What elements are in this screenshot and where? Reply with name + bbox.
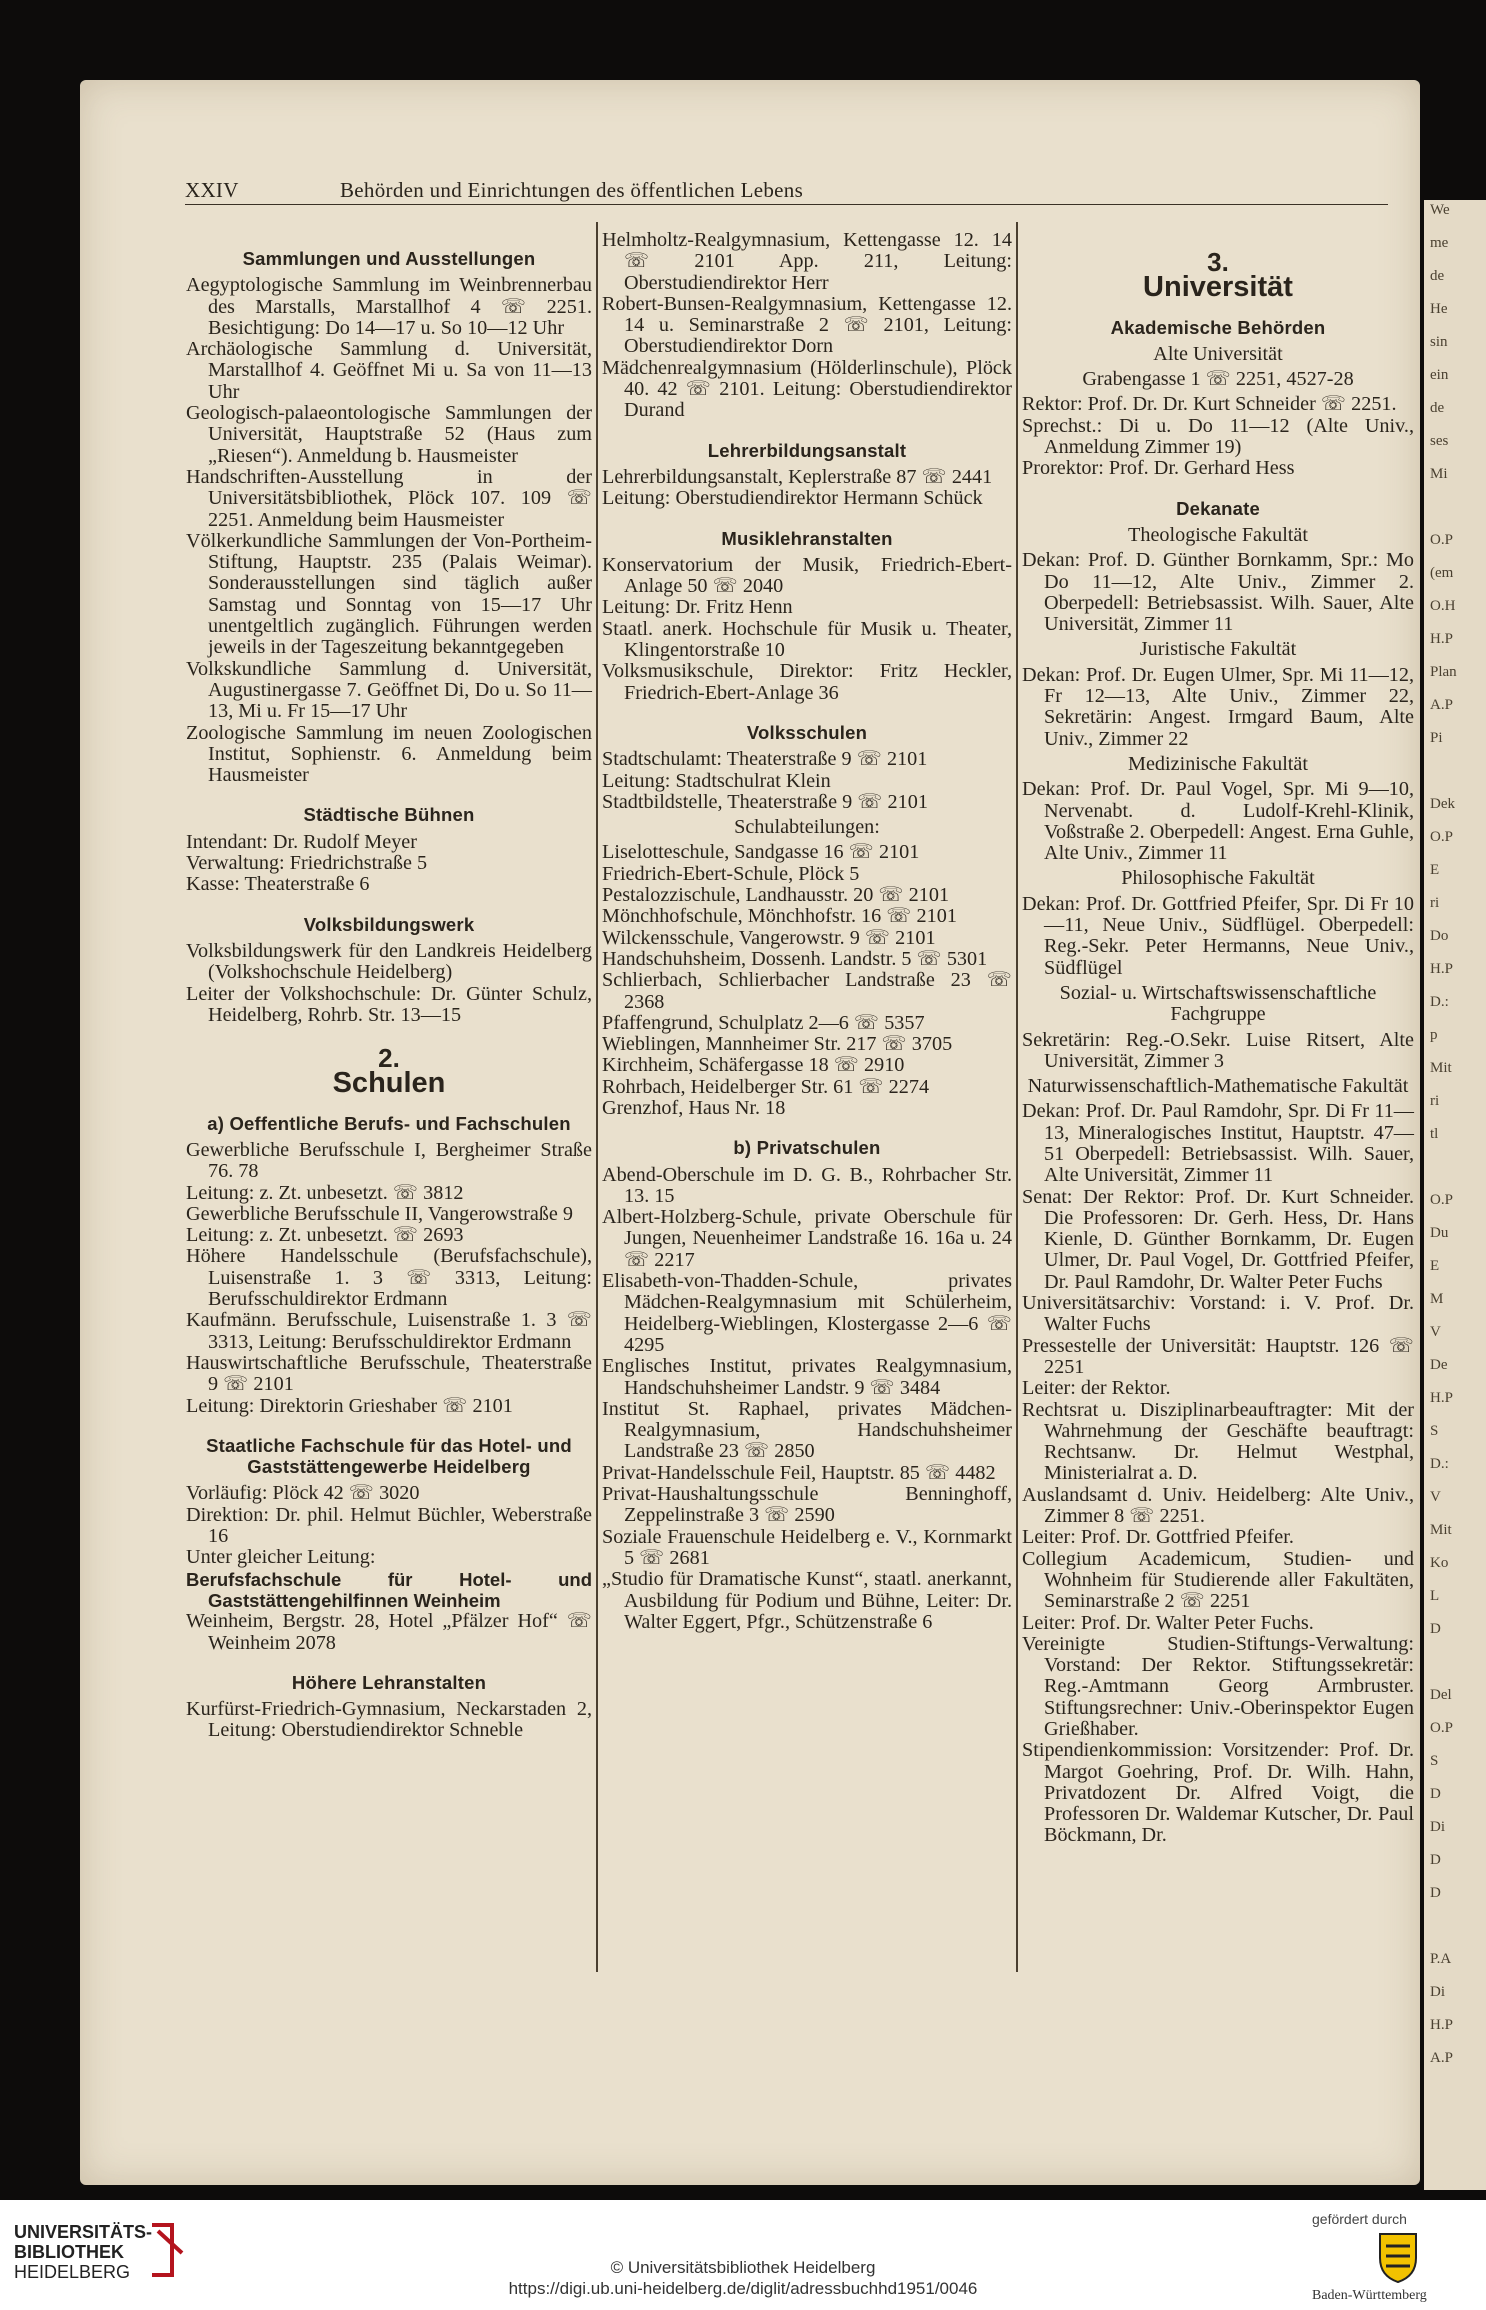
directory-entry: Albert-Holzberg-Schule, private Oberschule für Jungen, Neuenheimer Landstraße 16. 16a u. 24 ☏ 2217 <box>602 1206 1012 1271</box>
directory-entry: Kasse: Theaterstraße 6 <box>186 873 370 896</box>
adjacent-page-fragment: Del <box>1430 1687 1452 1703</box>
directory-entry: Gewerbliche Berufsschule II, Vangerowstraße 9 <box>186 1202 573 1225</box>
adjacent-page-fragment: D <box>1430 1852 1441 1868</box>
directory-entry: Robert-Bunsen-Realgymnasium, Kettengasse 12. 14 u. Seminarstraße 2 ☏ 2101, Leitung: Oberstudiendirektor Dorn <box>602 292 1012 358</box>
adjacent-page-fragment: Plan <box>1430 664 1457 680</box>
directory-entry: Leitung: z. Zt. unbesetzt. ☏ 2693 <box>186 1224 464 1247</box>
adjacent-page-fragment: O.H <box>1430 598 1456 614</box>
directory-entry: Höhere Handelsschule (Berufsfachschule), Luisenstraße 1. 3 ☏ 3313, Leitung: Berufsschuldirektor Erdmann <box>186 1245 592 1311</box>
directory-entry: Rektor: Prof. Dr. Dr. Kurt Schneider ☏ 2251. <box>1022 393 1397 416</box>
adjacent-page-fragment: p <box>1430 1027 1438 1043</box>
section-heading: a) Oeffentliche Berufs- und Fachschulen <box>207 1112 571 1134</box>
directory-entry: Stipendienkommission: Vorsitzender: Prof. Dr. Margot Goehring, Prof. Dr. Wilh. Hahn, Privatdozent Dr. Alfred Voigt, die Professoren Dr. Waldemar Kutscher, Dr. Paul Böckmann, Dr. <box>1022 1739 1414 1847</box>
directory-entry: Grenzhof, Haus Nr. 18 <box>602 1096 786 1119</box>
directory-entry: Institut St. Raphael, privates Mädchen-Realgymnasium, Handschuhsheimer Landstraße 23 ☏ 2850 <box>602 1397 1012 1463</box>
adjacent-page-fragment <box>1424 2081 1486 2114</box>
adjacent-page-fragment: (em <box>1430 565 1454 581</box>
section-heading: Volksbildungswerk <box>303 913 475 935</box>
directory-entry: Leitung: Direktorin Grieshaber ☏ 2101 <box>186 1394 513 1417</box>
directory-entry: Schlierbach, Schlierbacher Landstraße 23 ☏ 2368 <box>602 969 1012 1013</box>
directory-entry: Geologisch-palaeontologische Sammlungen der Universität, Hauptstraße 52 (Haus zum „Riesen“). Anmeldung b. Hausmeister <box>186 402 592 467</box>
directory-entry: Kirchheim, Schäfergasse 18 ☏ 2910 <box>602 1054 905 1077</box>
directory-entry: Staatl. anerk. Hochschule für Musik u. Theater, Klingentorstraße 10 <box>602 617 1012 662</box>
page-number: XXIV <box>185 178 239 202</box>
directory-entry: Hauswirtschaftliche Berufsschule, Theaterstraße 9 ☏ 2101 <box>186 1351 592 1396</box>
directory-entry: Englisches Institut, privates Realgymnasium, Handschuhsheimer Landstr. 9 ☏ 3484 <box>602 1355 1012 1399</box>
adjacent-page-fragment: Pi <box>1430 730 1443 746</box>
directory-entry: Abend-Oberschule im D. G. B., Rohrbacher Str. 13. 15 <box>602 1163 1012 1207</box>
subheading: Schulabteilungen: <box>734 816 880 839</box>
bold-entry: Berufsfachschule für Hotel- und Gaststättengehilfinnen Weinheim <box>186 1568 592 1611</box>
adjacent-page-fragment: E <box>1430 862 1440 878</box>
directory-entry: Leiter der Volkshochschule: Dr. Günter Schulz, Heidelberg, Rohrb. Str. 13—15 <box>186 982 592 1026</box>
adjacent-page-fragment: D <box>1430 1786 1441 1802</box>
section-heading: Städtische Bühnen <box>303 804 475 826</box>
adjacent-page-fragment: Mit <box>1430 1060 1452 1076</box>
adjacent-page-fragment <box>1424 1157 1486 1190</box>
directory-entry: Gewerbliche Berufsschule I, Bergheimer Straße 76. 78 <box>186 1138 592 1183</box>
adjacent-page-fragment: Do <box>1430 928 1449 944</box>
directory-entry: Leiter: der Rektor. <box>1022 1377 1171 1400</box>
library-name: UNIVERSITÄTS- BIBLIOTHEK HEIDELBERG <box>14 2222 153 2282</box>
directory-entry: Volkskundliche Sammlung d. Universität, Augustinergasse 7. Geöffnet Di, Do u. So 11—13, Mi u. Fr 15—17 Uhr <box>186 657 592 723</box>
directory-entry: „Studio für Dramatische Kunst“, staatl. anerkannt, Ausbildung für Podium und Bühne, Leiter: Dr. Walter Eggert, Pfgr., Schützenstraße 6 <box>602 1568 1012 1633</box>
directory-entry: Völkerkundliche Sammlungen der Von-Portheim-Stiftung, Hauptstr. 235 (Palais Weimar). Sonderausstellungen sind täglich außer Samstag und Sonntag von 15—17 Uhr unentgeltlich zugänglich. Führungen werden jeweils in der Tageszeitung bekanntgegeben <box>186 529 592 659</box>
running-header <box>185 178 1388 205</box>
directory-entry: Leitung: Dr. Fritz Henn <box>602 596 793 619</box>
directory-entry: Intendant: Dr. Rudolf Meyer <box>186 830 417 853</box>
directory-entry: Vereinigte Studien-Stiftungs-Verwaltung: Vorstand: Der Rektor. Stiftungssekretär: Reg.-Amtmann Georg Armbruster. Stiftungsrechner: Univ.-Oberinspektor Eugen Grießhaber. <box>1022 1632 1414 1740</box>
adjacent-page-fragment: A.P <box>1430 697 1453 713</box>
directory-entry: Stadtbildstelle, Theaterstraße 9 ☏ 2101 <box>602 790 928 813</box>
section-heading: b) Privatschulen <box>733 1137 881 1159</box>
adjacent-page-fragment: M <box>1430 1291 1444 1307</box>
subheading: Sozial- u. Wirtschaftswissenschaftliche Fachgruppe <box>1059 981 1377 1026</box>
adjacent-page-fragment: V <box>1430 1324 1441 1340</box>
adjacent-page-fragment: Mi <box>1430 466 1448 482</box>
directory-entry: Handschuhsheim, Dossenh. Landstr. 5 ☏ 5301 <box>602 947 988 970</box>
adjacent-page-fragment: We <box>1430 202 1450 218</box>
directory-entry: Pfaffengrund, Schulplatz 2—6 ☏ 5357 <box>602 1011 925 1034</box>
adjacent-page-fragment: Du <box>1430 1225 1449 1241</box>
adjacent-page-fragment: H.P <box>1430 631 1453 647</box>
directory-entry: Privat-Handelsschule Feil, Hauptstr. 85 ☏ 4482 <box>602 1461 996 1484</box>
adjacent-page-fragment: de <box>1430 268 1445 284</box>
directory-entry: Universitätsarchiv: Vorstand: i. V. Prof. Dr. Walter Fuchs <box>1022 1292 1414 1336</box>
subheading: Grabengasse 1 ☏ 2251, 4527-28 <box>1082 368 1354 391</box>
directory-entry: Lehrerbildungsanstalt, Keplerstraße 87 ☏ 2441 <box>602 465 993 488</box>
adjacent-page-fragment: Dek <box>1430 796 1455 812</box>
subheading: Theologische Fakultät <box>1128 523 1308 546</box>
directory-entry: Wieblingen, Mannheimer Str. 217 ☏ 3705 <box>602 1033 953 1056</box>
adjacent-page-fragment: L <box>1430 1588 1440 1604</box>
directory-entry: Dekan: Prof. Dr. Paul Ramdohr, Spr. Di Fr 11—13, Mineralogisches Institut, Hauptstr. 47—51 Oberpedell: Betriebsassist. Wilh. Sauer, Alte Universität, Zimmer 11 <box>1022 1100 1414 1187</box>
section-number: 2. <box>378 1043 400 1074</box>
adjacent-page-fragment: ri <box>1430 895 1440 911</box>
adjacent-page-fragment: Ko <box>1430 1555 1449 1571</box>
directory-entry: Sprechst.: Di u. Do 11—12 (Alte Univ., Anmeldung Zimmer 19) <box>1022 414 1414 459</box>
state-name: Baden-Württemberg <box>1312 2288 1427 2303</box>
copyright-notice: © Universitätsbibliothek Heidelberg <box>610 2258 876 2277</box>
directory-entry: Vorläufig: Plöck 42 ☏ 3020 <box>186 1482 420 1505</box>
permalink-url[interactable]: https://digi.ub.uni-heidelberg.de/diglit/adressbuchhd1951/0046 <box>508 2279 978 2298</box>
column-left <box>186 230 592 1742</box>
running-title: Behörden und Einrichtungen des öffentlichen Lebens <box>340 178 804 202</box>
adjacent-page-fragment: S <box>1430 1423 1439 1439</box>
directory-entry: Pestalozzischule, Landhausstr. 20 ☏ 2101 <box>602 884 950 907</box>
directory-entry: Auslandsamt d. Univ. Heidelberg: Alte Univ., Zimmer 8 ☏ 2251. <box>1022 1483 1414 1528</box>
section-heading: Akademische Behörden <box>1110 316 1326 338</box>
adjacent-page-fragment: O.P <box>1430 829 1453 845</box>
directory-entry: Archäologische Sammlung d. Universität, Marstallhof 4. Geöffnet Mi u. Sa von 11—13 Uhr <box>186 338 592 403</box>
adjacent-page-fragment <box>1424 761 1486 794</box>
adjacent-page-fragment: E <box>1430 1258 1440 1274</box>
adjacent-page-fragment: H.P <box>1430 2017 1453 2033</box>
adjacent-page-fragment <box>1424 1916 1486 1949</box>
section-heading: Musiklehranstalten <box>721 527 893 549</box>
adjacent-page-fragment: Di <box>1430 1984 1445 2000</box>
directory-entry: Kaufmänn. Berufsschule, Luisenstraße 1. 3 ☏ 3313, Leitung: Berufsschuldirektor Erdmann <box>186 1309 592 1353</box>
directory-entry: Privat-Haushaltungsschule Benninghoff, Zeppelinstraße 3 ☏ 2590 <box>602 1483 1012 1527</box>
adjacent-page-fragment: sin <box>1430 334 1448 350</box>
directory-entry: Liselotteschule, Sandgasse 16 ☏ 2101 <box>602 841 920 864</box>
section-title: Universität <box>1143 271 1293 304</box>
adjacent-page-fragment: ri <box>1430 1093 1440 1109</box>
adjacent-page-fragment: O.P <box>1430 1720 1453 1736</box>
section-heading: Lehrerbildungsanstalt <box>707 439 907 461</box>
directory-entry: Leitung: Oberstudiendirektor Hermann Schück <box>602 487 983 510</box>
adjacent-page-fragment: ein <box>1430 367 1449 383</box>
column-rule-2 <box>1016 222 1018 1972</box>
directory-entry: Sekretärin: Reg.-O.Sekr. Luise Ritsert, Alte Universität, Zimmer 3 <box>1022 1028 1414 1072</box>
adjacent-page-fragment: D <box>1430 1621 1441 1637</box>
adjacent-page-fragment: D.: <box>1430 994 1449 1010</box>
directory-entry: Zoologische Sammlung im neuen Zoologischen Institut, Sophienstr. 6. Anmeldung beim Hausmeister <box>186 721 592 787</box>
section-heading: Sammlungen und Ausstellungen <box>242 248 536 269</box>
directory-entry: Helmholtz-Realgymnasium, Kettengasse 12. 14 ☏ 2101 App. 211, Leitung: Oberstudiendirektor Herr <box>602 229 1012 294</box>
adjacent-page-fragment: Di <box>1430 1819 1445 1835</box>
adjacent-page-fragment: V <box>1430 1489 1441 1505</box>
directory-entry: Konservatorium der Musik, Friedrich-Ebert-Anlage 50 ☏ 2040 <box>602 553 1012 598</box>
adjacent-page-fragment: Mit <box>1430 1522 1452 1538</box>
adjacent-page-fragment <box>1424 1652 1486 1685</box>
directory-entry: Weinheim, Bergstr. 28, Hotel „Pfälzer Hof“ ☏ Weinheim 2078 <box>186 1610 592 1654</box>
directory-entry: Friedrich-Ebert-Schule, Plöck 5 <box>602 862 860 885</box>
subheading: Naturwissenschaftlich-Mathematische Fakultät <box>1027 1075 1409 1098</box>
directory-entry: Wilckensschule, Vangerowstr. 9 ☏ 2101 <box>602 926 936 949</box>
directory-entry: Verwaltung: Friedrichstraße 5 <box>186 852 428 875</box>
adjacent-page-fragment: O.P <box>1430 532 1453 548</box>
adjacent-page-fragment: ses <box>1430 433 1449 449</box>
directory-entry: Volksbildungswerk für den Landkreis Heidelberg (Volkshochschule Heidelberg) <box>186 939 592 984</box>
subheading: Alte Universität <box>1153 342 1283 365</box>
adjacent-page-fragment: He <box>1430 301 1448 317</box>
column-right <box>1022 230 1414 1847</box>
directory-entry: Dekan: Prof. D. Günther Bornkamm, Spr.: Mo Do 11—12, Alte Univ., Zimmer 2. Oberpedell: Betriebsassist. Wilh. Sauer, Alte Universität, Zimmer 11 <box>1022 549 1414 636</box>
directory-entry: Prorektor: Prof. Dr. Gerhard Hess <box>1022 457 1295 480</box>
column-middle <box>602 230 1012 1633</box>
directory-entry: Dekan: Prof. Dr. Eugen Ulmer, Spr. Mi 11—12, Fr 12—13, Alte Univ., Zimmer 22, Sekretärin: Angest. Irmgard Baum, Alte Univ., Zimmer 22 <box>1022 663 1414 750</box>
section-title: Schulen <box>332 1067 446 1100</box>
adjacent-page-fragment: O.P <box>1430 1192 1453 1208</box>
section-heading: Höhere Lehranstalten <box>291 1671 487 1693</box>
adjacent-page-fragment: de <box>1430 400 1445 416</box>
adjacent-page-fragment: tl <box>1430 1126 1439 1142</box>
directory-entry: Senat: Der Rektor: Prof. Dr. Kurt Schneider. Die Professoren: Dr. Gerh. Hess, Dr. Hans Kienle, D. Günther Bornkamm, Dr. Eugen Ulmer, Dr. Paul Vogel, Dr. Gottfried Pfeifer, Dr. Paul Ramdohr, Dr. Walter Peter Fuchs <box>1022 1185 1414 1293</box>
subheading: Juristische Fakultät <box>1139 638 1297 661</box>
adjacent-page-fragment: De <box>1430 1357 1448 1373</box>
directory-entry: Rohrbach, Heidelberger Str. 61 ☏ 2274 <box>602 1075 930 1098</box>
directory-entry: Stadtschulamt: Theaterstraße 9 ☏ 2101 <box>602 748 928 771</box>
directory-entry: Volksmusikschule, Direktor: Fritz Heckler, Friedrich-Ebert-Anlage 36 <box>602 660 1012 704</box>
section-heading: Staatliche Fachschule für das Hotel- und Gaststättengewerbe Heidelberg <box>206 1434 572 1478</box>
directory-entry: Unter gleicher Leitung: <box>186 1546 376 1569</box>
directory-entry: Dekan: Prof. Dr. Gottfried Pfeifer, Spr. Di Fr 10—11, Neue Univ., Südflügel. Oberpedell: Reg.-Sekr. Peter Hermanns, Neue Univ., Südflügel <box>1022 892 1414 979</box>
adjacent-page-fragment: H.P <box>1430 1390 1453 1406</box>
directory-entry: Dekan: Prof. Dr. Paul Vogel, Spr. Mi 9—10, Nervenabt. d. Ludolf-Krehl-Klinik, Voßstraße 2. Oberpedell: Angest. Erna Guhle, Alte Univ., Zimmer 11 <box>1022 778 1414 865</box>
section-heading: Volksschulen <box>746 721 868 743</box>
adjacent-page-fragment: H.P <box>1430 961 1453 977</box>
section-number: 3. <box>1207 247 1229 277</box>
column-rule-1 <box>596 222 598 1972</box>
adjacent-page-fragment <box>1424 2114 1486 2147</box>
directory-entry: Elisabeth-von-Thadden-Schule, privates Mädchen-Realgymnasium mit Schülerheim, Heidelberg-Wieblingen, Klostergasse 2—6 ☏ 4295 <box>602 1270 1012 1356</box>
directory-entry: Aegyptologische Sammlung im Weinbrennerbau des Marstalls, Marstallhof 4 ☏ 2251. Besichtigung: Do 14—17 u. So 10—12 Uhr <box>186 274 592 339</box>
adjacent-page-fragment: S <box>1430 1753 1439 1769</box>
adjacent-page-fragment: D <box>1430 1885 1441 1901</box>
adjacent-page-fragment: me <box>1430 235 1449 251</box>
subheading: Philosophische Fakultät <box>1121 867 1315 890</box>
directory-entry: Pressestelle der Universität: Hauptstr. 126 ☏ 2251 <box>1022 1334 1414 1378</box>
state-coat-of-arms-icon <box>1368 2228 1428 2284</box>
directory-entry: Leitung: z. Zt. unbesetzt. ☏ 3812 <box>186 1181 464 1204</box>
adjacent-page-edge <box>1424 200 1486 2190</box>
directory-entry: Collegium Academicum, Studien- und Wohnheim für Studierende aller Fakultäten, Seminarstraße 2 ☏ 2251 <box>1022 1547 1414 1613</box>
directory-entry: Leiter: Prof. Dr. Walter Peter Fuchs. <box>1022 1611 1314 1634</box>
adjacent-page-fragment: P.A <box>1430 1951 1452 1967</box>
directory-entry: Mönchhofschule, Mönchhofstr. 16 ☏ 2101 <box>602 905 957 928</box>
adjacent-page-fragment: A.P <box>1430 2050 1453 2066</box>
section-heading: Dekanate <box>1176 497 1260 519</box>
directory-entry: Rechtsrat u. Disziplinarbeauftragter: Mit der Wahrnehmung der Geschäfte beauftragt: Rechtsanw. Dr. Helmut Westphal, Ministerialrat a. D. <box>1022 1398 1414 1485</box>
directory-entry: Kurfürst-Friedrich-Gymnasium, Neckarstaden 2, Leitung: Oberstudiendirektor Schneble <box>186 1698 592 1742</box>
directory-entry: Leitung: Stadtschulrat Klein <box>602 769 831 792</box>
directory-entry: Direktion: Dr. phil. Helmut Büchler, Weberstraße 16 <box>186 1503 592 1548</box>
adjacent-page-fragment: D.: <box>1430 1456 1449 1472</box>
funded-by-label: gefördert durch <box>1312 2211 1407 2227</box>
directory-entry: Mädchenrealgymnasium (Hölderlinschule), Plöck 40. 42 ☏ 2101. Leitung: Oberstudiendirektor Durand <box>602 356 1012 422</box>
directory-entry: Leiter: Prof. Dr. Gottfried Pfeifer. <box>1022 1526 1294 1549</box>
directory-entry: Handschriften-Ausstellung in der Universitätsbibliothek, Plöck 107. 109 ☏ 2251. Anmeldung beim Hausmeister <box>186 465 592 531</box>
adjacent-page-fragment <box>1424 497 1486 530</box>
directory-entry: Soziale Frauenschule Heidelberg e. V., Kornmarkt 5 ☏ 2681 <box>602 1525 1012 1569</box>
subheading: Medizinische Fakultät <box>1128 752 1308 775</box>
